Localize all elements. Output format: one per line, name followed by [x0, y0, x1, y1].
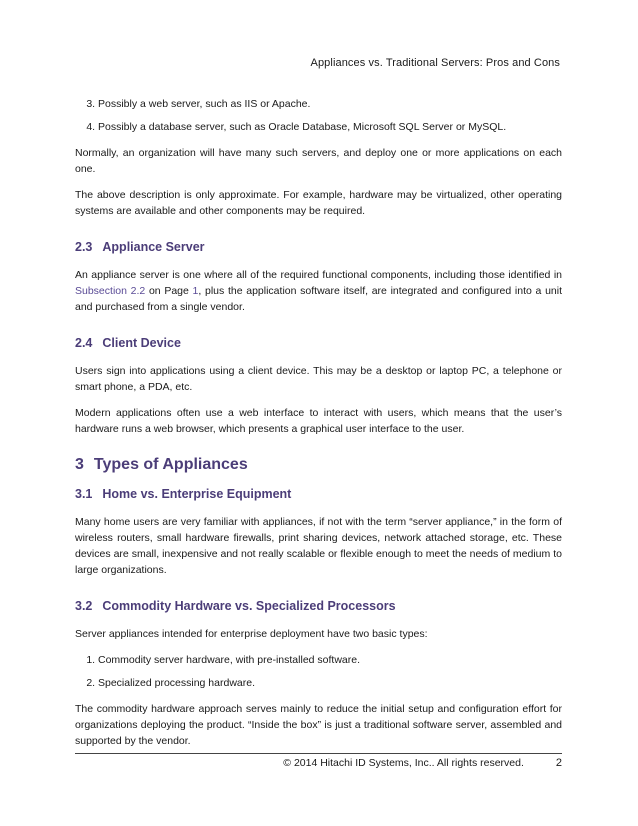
- running-header: Appliances vs. Traditional Servers: Pros and Cons: [310, 57, 560, 69]
- paragraph-approximate: The above description is only approximate. For example, hardware may be virtualized, other operating systems are available and other components may be required.: [75, 189, 562, 217]
- paragraph-appliance-server: [75, 267, 562, 315]
- page-link[interactable]: 1: [192, 285, 199, 297]
- section-heading-3-2: [75, 598, 562, 614]
- section-number: 3.1: [75, 487, 93, 501]
- section-title: Client Device: [102, 336, 181, 350]
- section-heading-3-1: [75, 486, 562, 502]
- section-title: Home vs. Enterprise Equipment: [102, 487, 292, 501]
- section-heading-2-4: [75, 335, 562, 351]
- paragraph-client-device-1: Users sign into applications using a client device. This may be a desktop or laptop PC, a telephone or smart phone, a PDA, etc.: [75, 365, 562, 393]
- section-heading-2-3: [75, 239, 562, 255]
- paragraph-client-device-2: Modern applications often use a web interface to interact with users, which means that the user’s hardware runs a web browser, which presents a graphical user interface to the user.: [75, 407, 562, 435]
- section-number: 3.2: [75, 599, 93, 613]
- section-number: 2.3: [75, 240, 93, 254]
- page-footer: [283, 757, 562, 769]
- numbered-list-types: [75, 652, 562, 691]
- text-run: , plus the application software itself, are integrated and configured into a unit and purchased from a single vendor.: [75, 285, 563, 313]
- section-title: Commodity Hardware vs. Specialized Processors: [102, 599, 396, 613]
- footer-divider: [75, 753, 562, 754]
- section-heading-3: [75, 457, 562, 473]
- section-title: Appliance Server: [102, 240, 205, 254]
- list-item: 2. Specialized processing hardware.: [98, 675, 562, 691]
- paragraph-normally: Normally, an organization will have many such servers, and deploy one or more applications on each one.: [75, 147, 562, 175]
- text-run: on Page: [145, 285, 193, 297]
- page-number: 2: [555, 757, 562, 769]
- copyright-notice: © 2014 Hitachi ID Systems, Inc.. All rights reserved.: [283, 757, 524, 769]
- list-item: 3. Possibly a web server, such as IIS or Apache.: [98, 96, 562, 112]
- list-item: 4. Possibly a database server, such as Oracle Database, Microsoft SQL Server or MySQL.: [98, 119, 562, 135]
- page-content: [75, 96, 562, 759]
- paragraph-appliance-types-intro: Server appliances intended for enterprise deployment have two basic types:: [75, 628, 428, 640]
- section-title: Types of Appliances: [93, 456, 248, 473]
- text-run: An appliance server is one where all of the required functional components, including those identified in: [75, 269, 562, 281]
- list-item: 1. Commodity server hardware, with pre-installed software.: [98, 652, 562, 668]
- numbered-list-top: [75, 96, 562, 135]
- paragraph-commodity-hardware: The commodity hardware approach serves mainly to reduce the initial setup and configuration effort for organizations deploying the product. “Inside the box” is just a traditional software server, assembled and supported by the vendor.: [75, 703, 562, 747]
- paragraph-home-enterprise: Many home users are very familiar with appliances, if not with the term “server appliance,” in the form of wireless routers, small hardware firewalls, print sharing devices, network attached storage, etc. These devices are small, inexpensive and not really scalable or flexible enough to meet the needs of medium to large organizations.: [75, 516, 562, 576]
- section-number: 3: [75, 456, 84, 473]
- subsection-link[interactable]: Subsection 2.2: [75, 285, 146, 297]
- section-number: 2.4: [75, 336, 93, 350]
